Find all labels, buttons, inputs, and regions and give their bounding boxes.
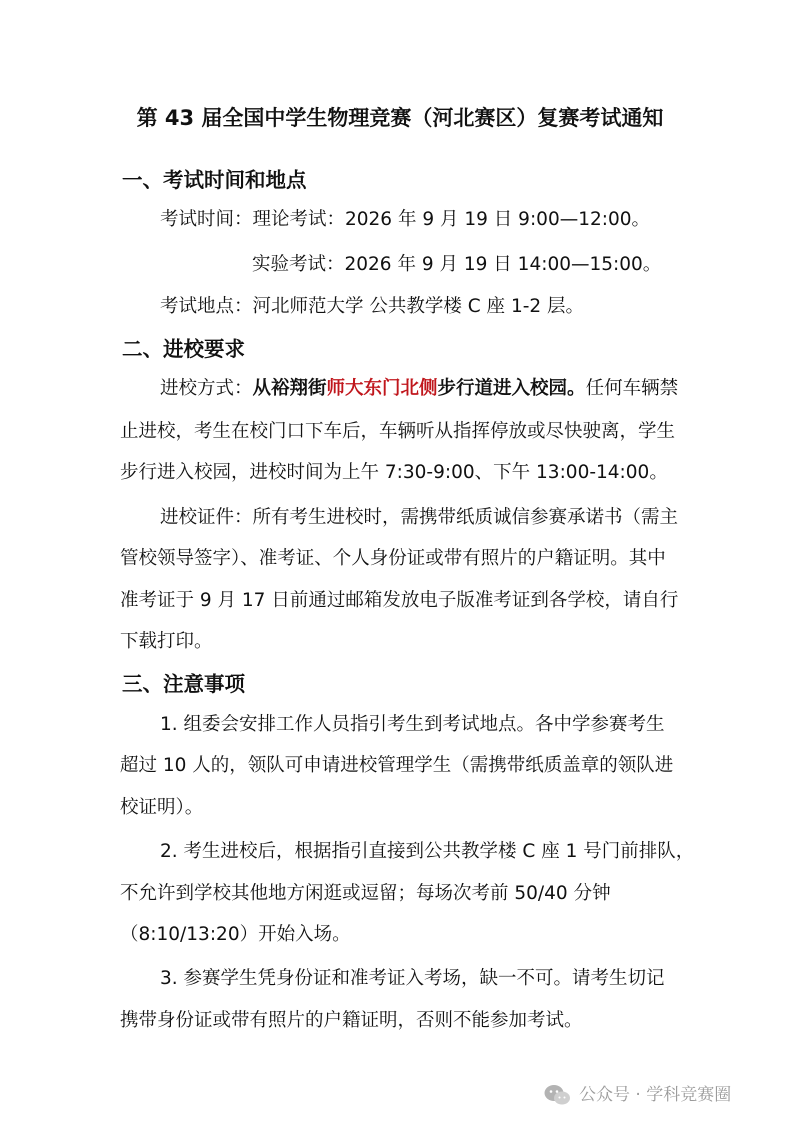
exam-time-experiment: 实验考试：2026 年 9 月 19 日 14:00—15:00。 bbox=[252, 254, 662, 275]
notice-title: 第 43 届全国中学生物理竞赛（河北赛区）复赛考试通知 bbox=[136, 106, 664, 130]
wechat-official-account-icon bbox=[543, 1083, 571, 1107]
watermark-text: 公众号 · 学科竞赛圈 bbox=[579, 1085, 732, 1105]
entry-documents-text: 进校证件：所有考生进校时，需携带纸质诚信参赛承诺书（需主 bbox=[160, 507, 679, 528]
entry-documents-text: 准考证于 9 月 17 日前通过邮箱发放电子版准考证到各学校，请自行 bbox=[120, 590, 679, 611]
entry-method-text: 步行进入校园，进校时间为上午 7:30-9:00、下午 13:00-14:00。 bbox=[120, 462, 668, 483]
note-item-text: 携带身份证或带有照片的户籍证明，否则不能参加考试。 bbox=[120, 1010, 583, 1031]
note-item-text: 2. 考生进校后，根据指引直接到公共教学楼 C 座 1 号门前排队， bbox=[160, 841, 695, 862]
entry-route-end: 步行道进入校园。 bbox=[437, 378, 586, 399]
note-item-text: 3. 参赛学生凭身份证和准考证入考场，缺一不可。请考生切记 bbox=[160, 968, 665, 989]
note-item-text: 超过 10 人的，领队可申请进校管理学生（需携带纸质盖章的领队进 bbox=[120, 755, 674, 776]
note-item-text: 不允许到学校其他地方闲逛或逗留；每场次考前 50/40 分钟 bbox=[120, 883, 611, 904]
entry-documents-text: 管校领导签字）、准考证、个人身份证或带有照片的户籍证明。其中 bbox=[120, 548, 666, 569]
exam-location: 考试地点：河北师范大学 公共教学楼 C 座 1-2 层。 bbox=[160, 296, 585, 317]
entry-method-line bbox=[160, 375, 678, 403]
entry-documents-text: 下载打印。 bbox=[120, 631, 213, 652]
exam-time-theory: 考试时间：理论考试：2026 年 9 月 19 日 9:00—12:00。 bbox=[160, 209, 651, 230]
section-heading-time-location: 一、考试时间和地点 bbox=[122, 168, 307, 192]
section-heading-notes: 三、注意事项 bbox=[122, 672, 245, 696]
note-item-text: 1. 组委会安排工作人员指引考生到考试地点。各中学参赛考生 bbox=[160, 714, 665, 735]
entry-method-label: 进校方式： bbox=[160, 378, 253, 399]
entry-method-text: 止进校，考生在校门口下车后，车辆听从指挥停放或尽快驶离，学生 bbox=[120, 421, 676, 442]
section-heading-entry-requirements: 二、进校要求 bbox=[122, 337, 245, 361]
note-item-text: 校证明）。 bbox=[120, 797, 204, 818]
note-item-text: （8:10/13:20）开始入场。 bbox=[120, 924, 351, 945]
watermark bbox=[543, 1083, 731, 1107]
entry-method-continued: 任何车辆禁 bbox=[585, 378, 679, 399]
entry-route-start: 从裕翔街 bbox=[252, 378, 327, 399]
entry-gate-highlight: 师大东门北侧 bbox=[326, 378, 438, 399]
